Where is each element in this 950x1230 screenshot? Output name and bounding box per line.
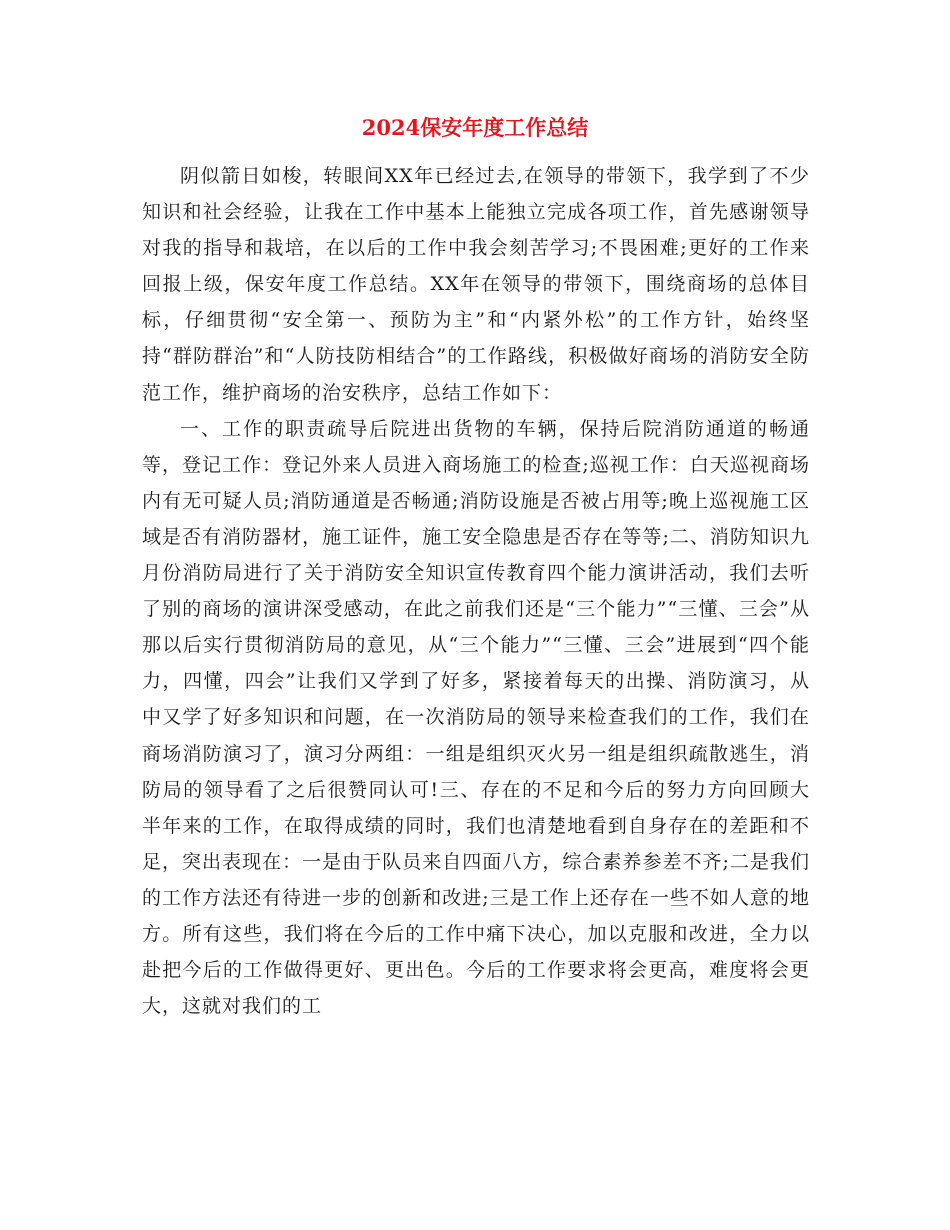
paragraph-main: 一、工作的职责疏导后院进出货物的车辆，保持后院消防通道的畅通等，登记工作：登记外来人员进入商场施工的检查;巡视工作：白天巡视商场内有无可疑人员;消防通道是否畅通;消防设施是否被占用等;晚上巡视施工区域是否有消防器材，施工证件，施工安全隐患是否存在等等;二、消防知识九月份消防局进行了关于消防安全知识宣传教育四个能力演讲活动，我们去听了别的商场的演讲深受感动，在此之前我们还是“三个能力”“三懂、三会”从那以后实行贯彻消防局的意见，从“三个能力”“三懂、三会”进展到“四个能力，四懂，四会”让我们又学到了好多，紧接着每天的出操、消防演习，从中又学了好多知识和问题，在一次消防局的领导来检查我们的工作，我们在商场消防演习了，演习分两组：一组是组织灭火另一组是组织疏散逃生，消防局的领导看了之后很赞同认可!三、存在的不足和今后的努力方向回顾大半年来的工作，在取得成绩的同时，我们也清楚地看到自身存在的差距和不足，突出表现在：一是由于队员来自四面八方，综合素养参差不齐;二是我们的工作方法还有待进一步的创新和改进;三是工作上还存在一些不如人意的地方。所有这些，我们将在今后的工作中痛下决心，加以克服和改进，全力以赴把今后的工作做得更好、更出色。今后的工作要求将会更高，难度将会更大，这就对我们的工 [142, 417, 810, 1018]
document-title: 2024保安年度工作总结 [361, 115, 589, 140]
paragraph-intro: 阴似箭日如梭，转眼间XX年已经过去,在领导的带领下，我学到了不少知识和社会经验，让我在工作中基本上能独立完成各项工作，首先感谢领导对我的指导和栽培，在以后的工作中我会刻苦学习;不畏困难;更好的工作来回报上级，保安年度工作总结。XX年在领导的带领下，围绕商场的总体目标，仔细贯彻“安全第一、预防为主”和“内紧外松”的工作方针，始终坚持“群防群治”和“人防技防相结合”的工作路线，积极做好商场的消防安全防范工作，维护商场的治安秩序，总结工作如下： [142, 165, 810, 404]
document-body [142, 158, 810, 1024]
